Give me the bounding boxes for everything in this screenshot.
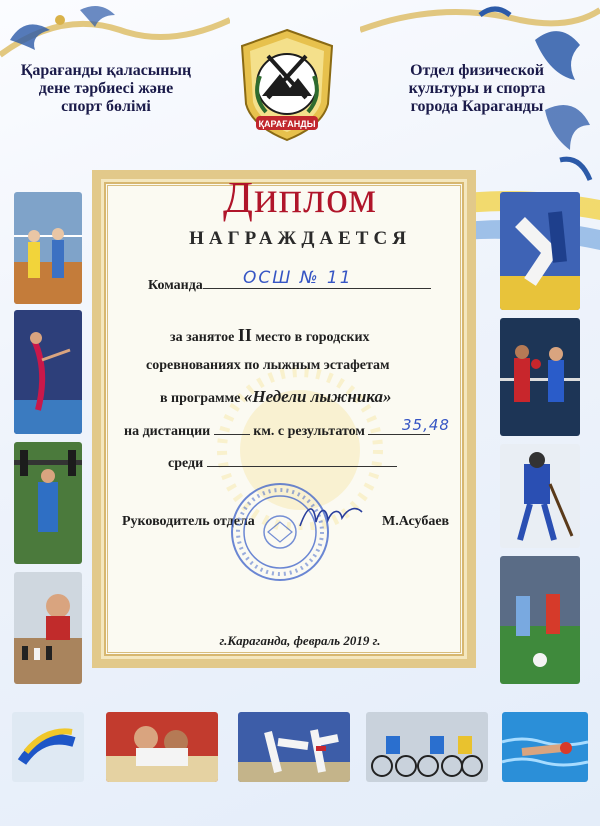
football-photo bbox=[500, 556, 580, 684]
result-handwritten-value: 35,48 bbox=[402, 416, 450, 434]
swimming-photo bbox=[502, 712, 588, 782]
program-name: «Недели лыжника» bbox=[243, 387, 392, 406]
result-blank bbox=[368, 434, 430, 435]
place-value: II bbox=[237, 325, 252, 345]
program-prefix: в программе bbox=[160, 391, 244, 406]
competition-line: соревнованиях по лыжным эстафетам bbox=[146, 358, 390, 373]
speed-skating-photo bbox=[12, 712, 84, 782]
header-right-line: города Караганды bbox=[410, 98, 544, 115]
distance-label: на дистанции bbox=[124, 424, 214, 439]
hockey-photo bbox=[500, 444, 580, 548]
result-label: км. с результатом bbox=[249, 424, 369, 439]
gymnastics-photo bbox=[14, 310, 82, 434]
boxing-photo bbox=[500, 318, 580, 436]
place-suffix: место в городских bbox=[251, 330, 370, 345]
top-left-ornament bbox=[0, 0, 230, 70]
team-label: Команда bbox=[148, 278, 203, 293]
place-prefix: за занятое bbox=[170, 330, 238, 345]
header-left-org bbox=[6, 62, 206, 116]
weightlifting-photo bbox=[14, 442, 82, 564]
distance-blank bbox=[214, 434, 250, 435]
chess-photo bbox=[14, 572, 82, 684]
signature bbox=[296, 500, 366, 534]
karate-photo bbox=[238, 712, 350, 782]
header-right-org bbox=[372, 62, 582, 116]
place-line bbox=[170, 325, 370, 346]
header-left-line: дене тәрбиесі және bbox=[38, 80, 174, 97]
diploma-title: Диплом bbox=[222, 173, 378, 222]
team-blank bbox=[203, 288, 431, 289]
karaganda-emblem bbox=[232, 26, 342, 144]
awarded-heading: НАГРАЖДАЕТСЯ bbox=[189, 228, 411, 249]
team-handwritten-value: ОСШ № 11 bbox=[243, 268, 353, 288]
among-line bbox=[168, 456, 397, 472]
judo-photo bbox=[500, 192, 580, 310]
head-name: М.Асубаев bbox=[382, 514, 450, 529]
wrestling-photo bbox=[106, 712, 218, 782]
header-right-line: культуры и спорта bbox=[408, 80, 546, 97]
volleyball-photo bbox=[14, 192, 82, 304]
emblem-label: ҚАРАҒАНДЫ bbox=[258, 119, 316, 129]
header-left-line: Қарағанды қаласының bbox=[20, 62, 192, 79]
distance-line bbox=[124, 424, 430, 440]
header-left-line: спорт бөлімі bbox=[61, 98, 151, 115]
header-right-line: Отдел физической bbox=[410, 62, 544, 79]
program-line bbox=[160, 387, 391, 407]
head-label: Руководитель отдела bbox=[122, 514, 255, 529]
cycling-photo bbox=[366, 712, 488, 782]
among-label: среди bbox=[168, 456, 207, 471]
among-blank bbox=[207, 466, 397, 467]
place-and-date: г.Караганда, февраль 2019 г. bbox=[219, 633, 381, 648]
